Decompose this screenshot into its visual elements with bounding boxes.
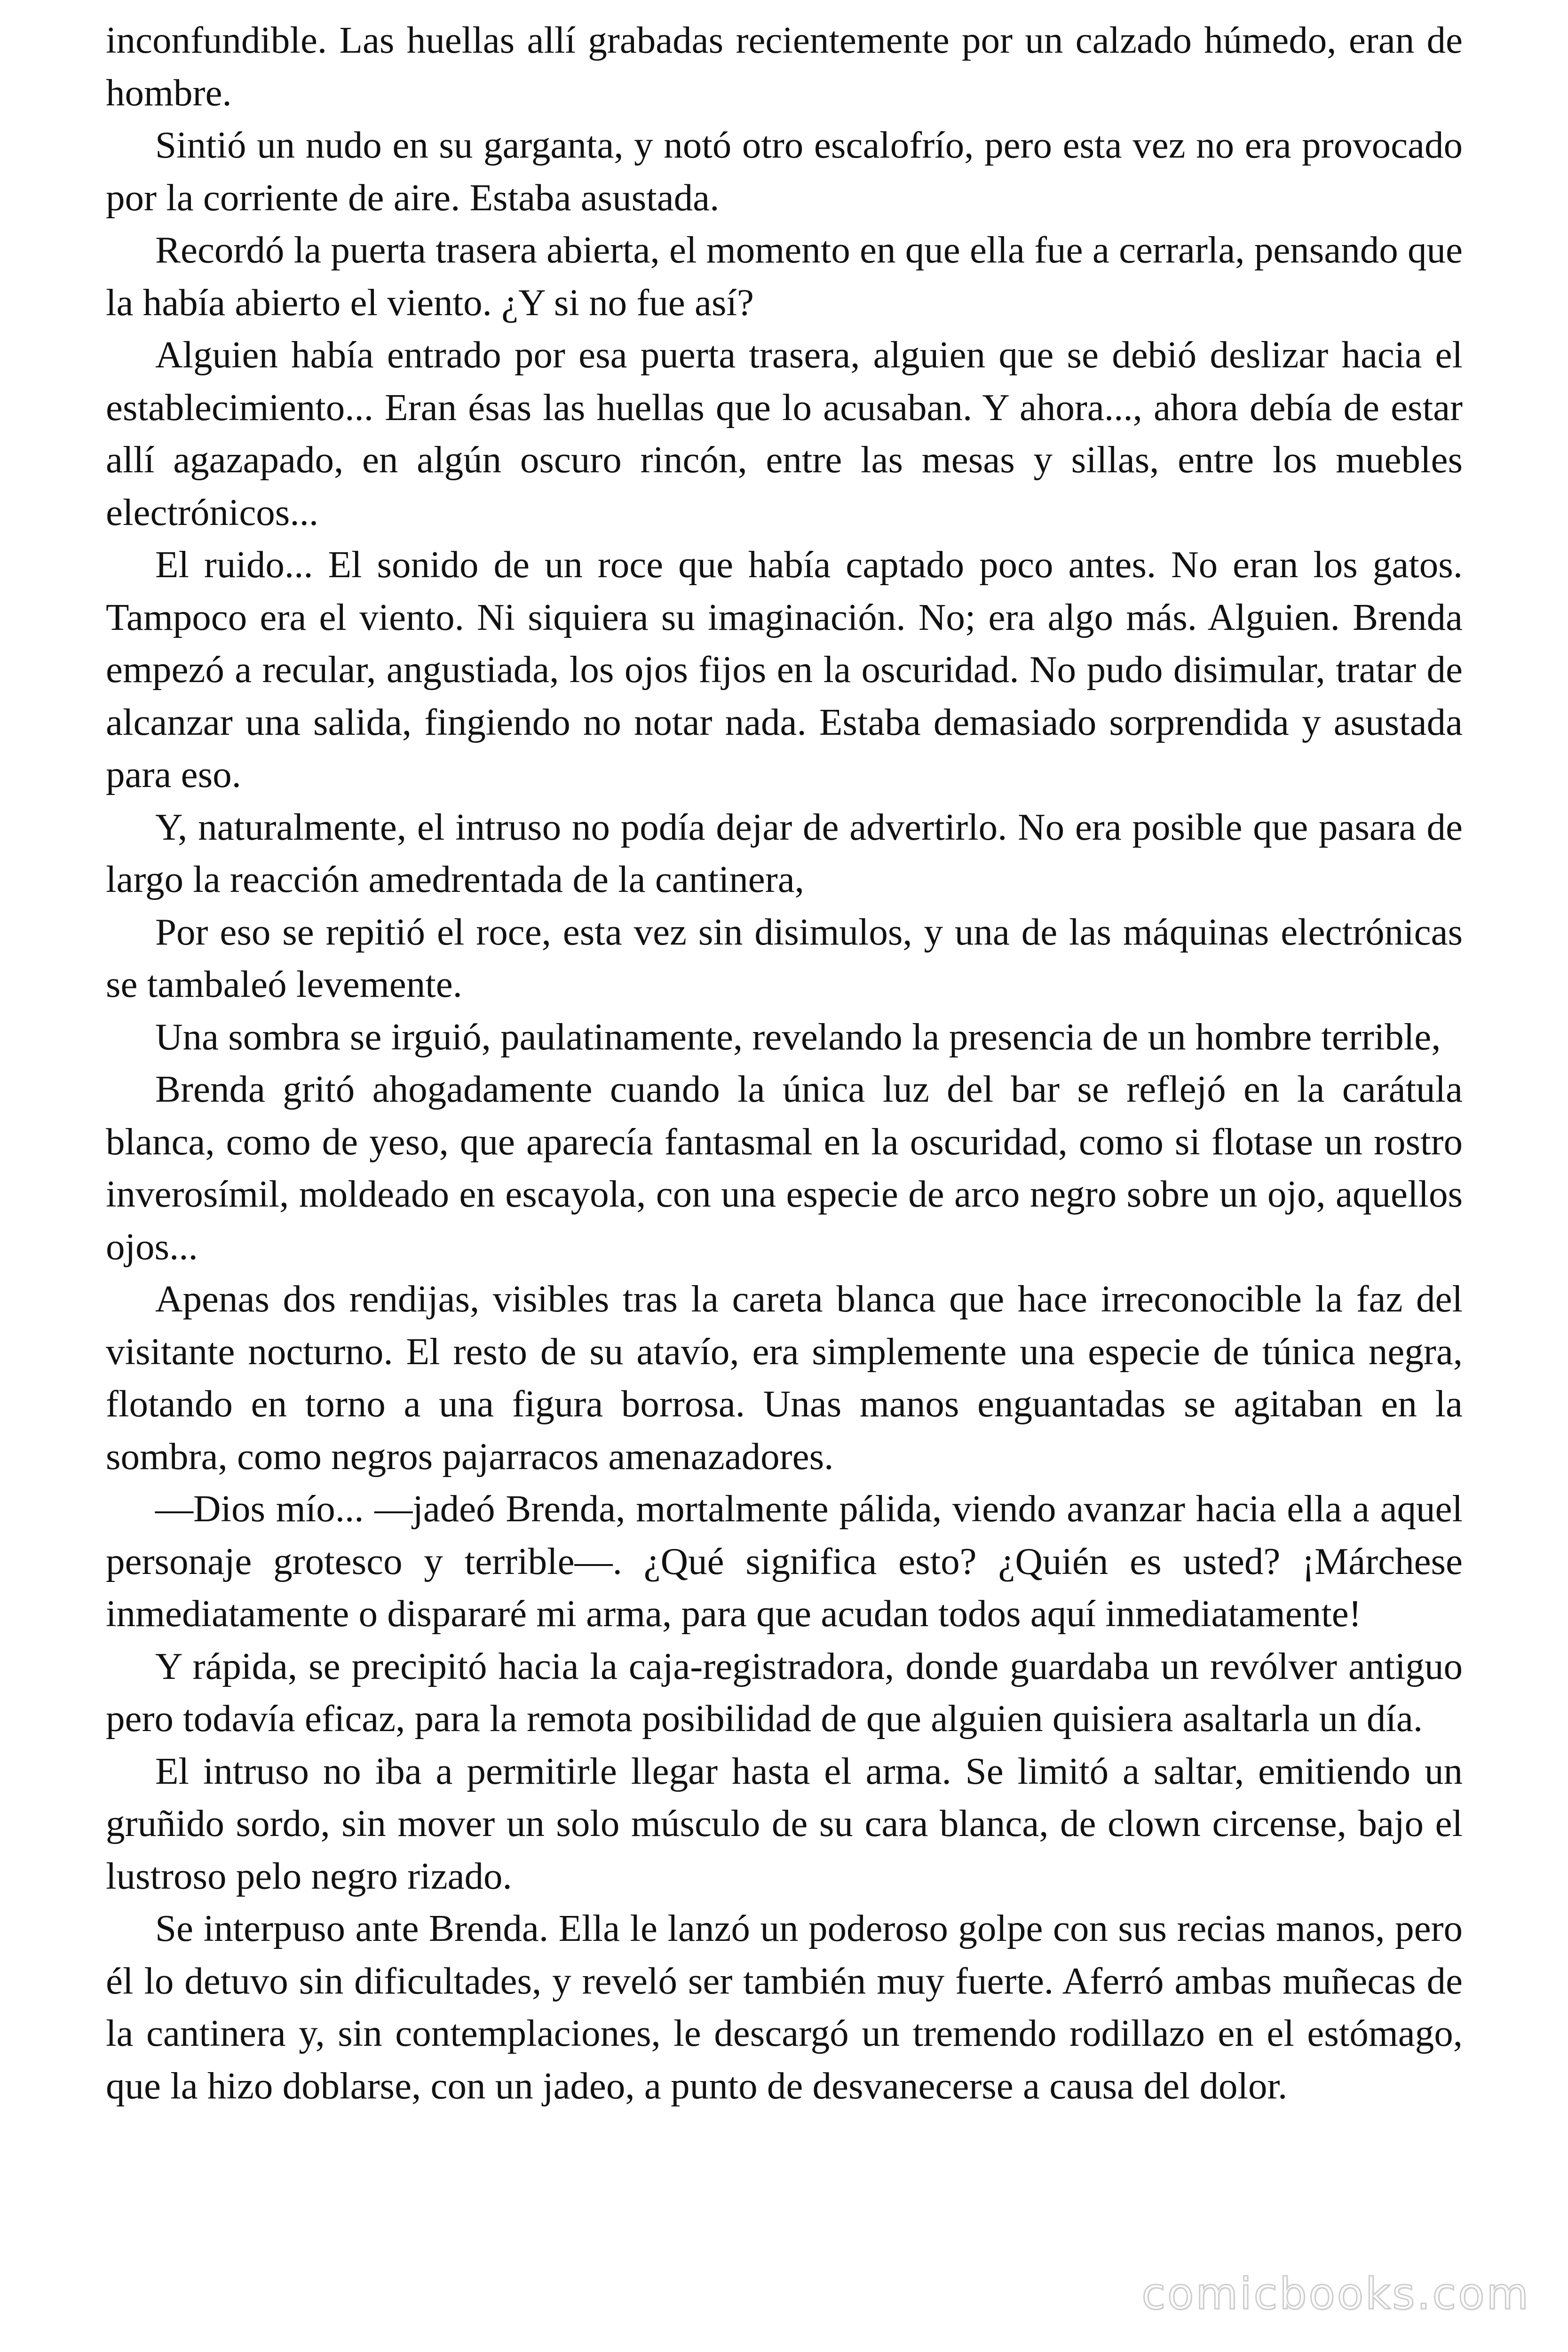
paragraph: Recordó la puerta trasera abierta, el momento en que ella fue a cerrarla, pensando que la había abierto el viento. ¿Y si no fue así? <box>106 229 1463 324</box>
paragraph: Alguien había entrado por esa puerta trasera, alguien que se debió deslizar hacia el establecimiento... Eran ésas las huellas que lo acusaban. Y ahora..., ahora debía de estar allí agazapado, en algún oscuro rincón, entre las mesas y sillas, entre los muebles electrónicos... <box>106 334 1463 533</box>
paragraph: El intruso no iba a permitirle llegar hasta el arma. Se limitó a saltar, emitiendo un gruñido sordo, sin mover un solo músculo de su cara blanca, de clown circense, bajo el lustroso pelo negro rizado. <box>106 1749 1463 1897</box>
paragraph: Y, naturalmente, el intruso no podía dejar de advertirlo. No era posible que pasara de largo la reacción amedrentada de la cantinera, <box>106 805 1463 900</box>
paragraph: Sintió un nudo en su garganta, y notó otro escalofrío, pero esta vez no era provocado por la corriente de aire. Estaba asustada. <box>106 124 1463 219</box>
paragraph: Por eso se repitió el roce, esta vez sin disimulos, y una de las máquinas electrónicas se tambaleó levemente. <box>106 910 1463 1005</box>
paragraph: Brenda gritó ahogadamente cuando la única luz del bar se reflejó en la carátula blanca, como de yeso, que aparecía fantasmal en la oscuridad, como si flotase un rostro inverosímil, moldeado en escayola, con una especie de arco negro sobre un ojo, aquellos ojos... <box>106 1068 1463 1268</box>
paragraph-continued: inconfundible. Las huellas allí grabadas recientemente por un calzado húmedo, eran de hombre. <box>106 19 1463 114</box>
book-page-text <box>106 14 1463 2112</box>
watermark: comicbooks.com <box>1141 2269 1530 2319</box>
paragraph: El ruido... El sonido de un roce que había captado poco antes. No eran los gatos. Tampoco era el viento. Ni siquiera su imaginación. No; era algo más. Alguien. Brenda empezó a recular, angustiada, los ojos fijos en la oscuridad. No pudo disimular, tratar de alcanzar una salida, fingiendo no notar nada. Estaba demasiado sorprendida y asustada para eso. <box>106 543 1463 795</box>
paragraph: Y rápida, se precipitó hacia la caja-registradora, donde guardaba un revólver antiguo pero todavía eficaz, para la remota posibilidad de que alguien quisiera asaltarla un día. <box>106 1645 1463 1740</box>
paragraph: Se interpuso ante Brenda. Ella le lanzó un poderoso golpe con sus recias manos, pero él lo detuvo sin dificultades, y reveló ser también muy fuerte. Aferró ambas muñecas de la cantinera y, sin contemplaciones, le descargó un tremendo rodillazo en el estómago, que la hizo doblarse, con un jadeo, a punto de desvanecerse a causa del dolor. <box>106 1907 1463 2107</box>
paragraph: Una sombra se irguió, paulatinamente, revelando la presencia de un hombre terrible, <box>155 1015 1441 1058</box>
paragraph: Apenas dos rendijas, visibles tras la careta blanca que hace irreconocible la faz del visitante nocturno. El resto de su atavío, era simplemente una especie de túnica negra, flotando en torno a una figura borrosa. Unas manos enguantadas se agitaban en la sombra, como negros pajarracos amenazadores. <box>106 1278 1463 1478</box>
paragraph: —Dios mío... —jadeó Brenda, mortalmente pálida, viendo avanzar hacia ella a aquel personaje grotesco y terrible—. ¿Qué significa esto? ¿Quién es usted? ¡Márchese inmediatamente o dispararé mi arma, para que acudan todos aquí inmediatamente! <box>106 1487 1463 1635</box>
